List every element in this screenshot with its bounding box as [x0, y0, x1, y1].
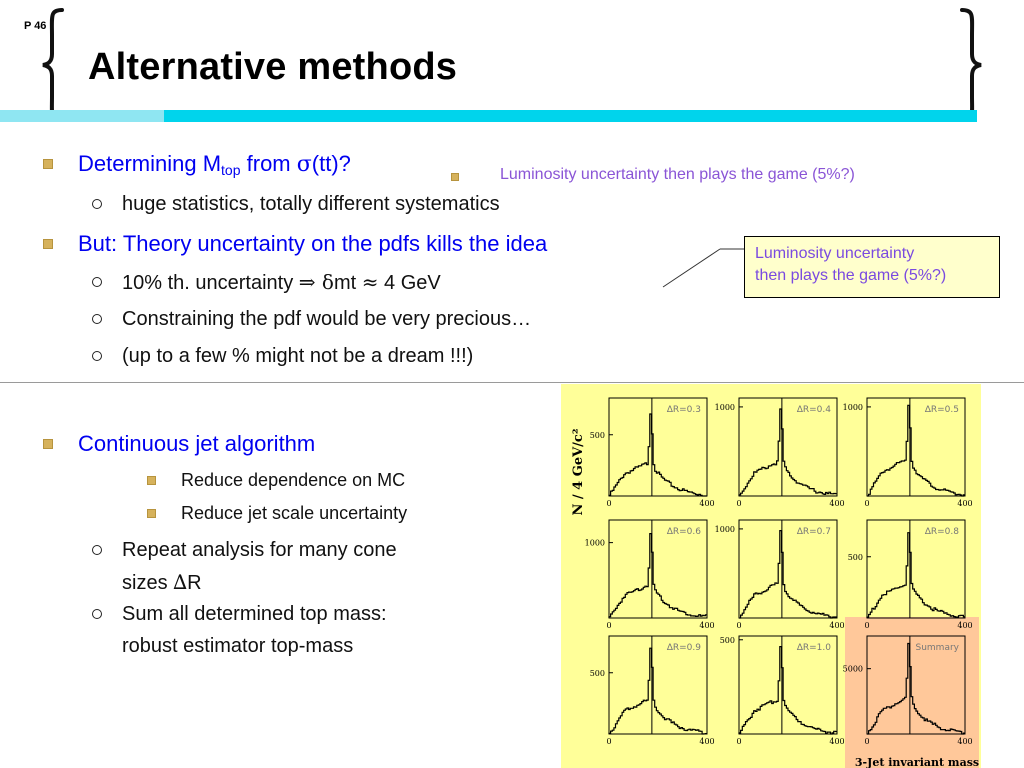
y-tick-label: 500: [847, 552, 863, 562]
callout-line-2: then plays the game (5%?): [755, 267, 947, 284]
x-tick-label: 0: [736, 499, 742, 508]
x-tick-label: 400: [699, 737, 715, 746]
circle-bullet-icon: [92, 314, 102, 324]
histogram-curve: [867, 405, 965, 496]
x-tick-label: 0: [606, 621, 612, 630]
square-bullet-icon: [43, 239, 53, 249]
histogram-curve: [739, 409, 837, 496]
circle-bullet-icon: [92, 351, 102, 361]
y-axis-label: N / 4 GeV/c²: [571, 428, 586, 516]
x-tick-label: 400: [957, 499, 973, 508]
x-tick-label: 0: [864, 621, 870, 630]
y-tick-label: 1000: [714, 524, 735, 534]
x-tick-label: 400: [829, 499, 845, 508]
square-bullet-icon: [43, 439, 53, 449]
sub-bullet-sum-top-mass: Sum all determined top mass: robust estimator top-mass: [122, 598, 387, 662]
panel-label: ∆R=0.9: [666, 643, 701, 653]
callout-leader-line: [660, 244, 750, 292]
square-bullet-icon: [43, 159, 53, 169]
panel-label: ∆R=0.6: [666, 527, 701, 537]
histogram-curve: [867, 533, 965, 618]
x-tick-label: 0: [736, 621, 742, 630]
slide-title: Alternative methods: [88, 46, 458, 88]
sub-bullet-th-uncertainty: 10% th. uncertainty ⇒ δmt ≈ 4 GeV: [122, 266, 441, 299]
bullet-determining-mtop: Determining $M_{top}$ from σ(tt)?: [78, 151, 351, 178]
x-tick-label: 400: [829, 737, 845, 746]
y-tick-label: 500: [589, 668, 605, 678]
x-axis-label: 3-Jet invariant mass: [854, 756, 980, 768]
x-tick-label: 400: [957, 621, 973, 630]
sub-bullet-reduce-mc: Reduce dependence on MC: [181, 470, 405, 491]
section-divider: [0, 382, 1024, 383]
histogram-curve: [609, 414, 707, 496]
panel-label: ∆R=0.4: [796, 405, 831, 415]
title-underline-pale: [0, 110, 168, 122]
panel-label: ∆R=0.8: [924, 527, 959, 537]
page-number: P 46: [24, 20, 47, 32]
y-tick-label: 1000: [842, 402, 863, 412]
panel-label: ∆R=0.3: [666, 405, 701, 415]
x-tick-label: 400: [957, 737, 973, 746]
square-bullet-icon: [147, 476, 156, 485]
title-underline-bar: [164, 110, 977, 122]
x-tick-label: 0: [606, 737, 612, 746]
right-brace-icon: [956, 6, 984, 124]
x-tick-label: 0: [736, 737, 742, 746]
x-tick-label: 0: [864, 499, 870, 508]
callout-line-1: Luminosity uncertainty: [755, 245, 915, 262]
y-tick-label: 1000: [714, 402, 735, 412]
x-tick-label: 0: [864, 737, 870, 746]
x-tick-label: 400: [829, 621, 845, 630]
circle-bullet-icon: [92, 277, 102, 287]
histogram-curve: [739, 531, 837, 618]
circle-bullet-icon: [92, 609, 102, 619]
histogram-curve: [609, 648, 707, 734]
square-bullet-icon: [451, 173, 459, 181]
circle-bullet-icon: [92, 199, 102, 209]
histogram-grid: [561, 384, 981, 768]
bullet-theory-uncertainty: But: Theory uncertainty on the pdfs kills the idea: [78, 231, 547, 257]
y-tick-label: 5000: [842, 664, 863, 674]
x-tick-label: 0: [606, 499, 612, 508]
histogram-curve: [739, 647, 837, 734]
mass-histogram-figure: [561, 384, 981, 768]
circle-bullet-icon: [92, 545, 102, 555]
bullet-continuous-jet: Continuous jet algorithm: [78, 431, 315, 457]
x-tick-label: 400: [699, 621, 715, 630]
y-tick-label: 500: [719, 635, 735, 645]
callout-box: [744, 236, 1000, 298]
sub-bullet-few-percent: (up to a few % might not be a dream !!!): [122, 340, 473, 372]
y-tick-label: 500: [589, 430, 605, 440]
y-tick-label: 1000: [584, 538, 605, 548]
square-bullet-icon: [147, 509, 156, 518]
sub-bullet-huge-statistics: huge statistics, totally different systematics: [122, 188, 500, 220]
sub-bullet-reduce-jet-scale: Reduce jet scale uncertainty: [181, 503, 407, 524]
panel-label: ∆R=0.7: [796, 527, 831, 537]
left-brace-icon: [40, 6, 68, 124]
sub-bullet-repeat-analysis: Repeat analysis for many cone sizes ∆R: [122, 534, 397, 599]
histogram-curve: [609, 534, 707, 618]
side-note: Luminosity uncertainty then plays the game (5%?): [500, 166, 855, 184]
sub-bullet-constraining-pdf: Constraining the pdf would be very precious…: [122, 303, 531, 335]
panel-label: ∆R=0.5: [924, 405, 959, 415]
panel-label: Summary: [915, 643, 959, 653]
x-tick-label: 400: [699, 499, 715, 508]
panel-label: ∆R=1.0: [796, 643, 831, 653]
